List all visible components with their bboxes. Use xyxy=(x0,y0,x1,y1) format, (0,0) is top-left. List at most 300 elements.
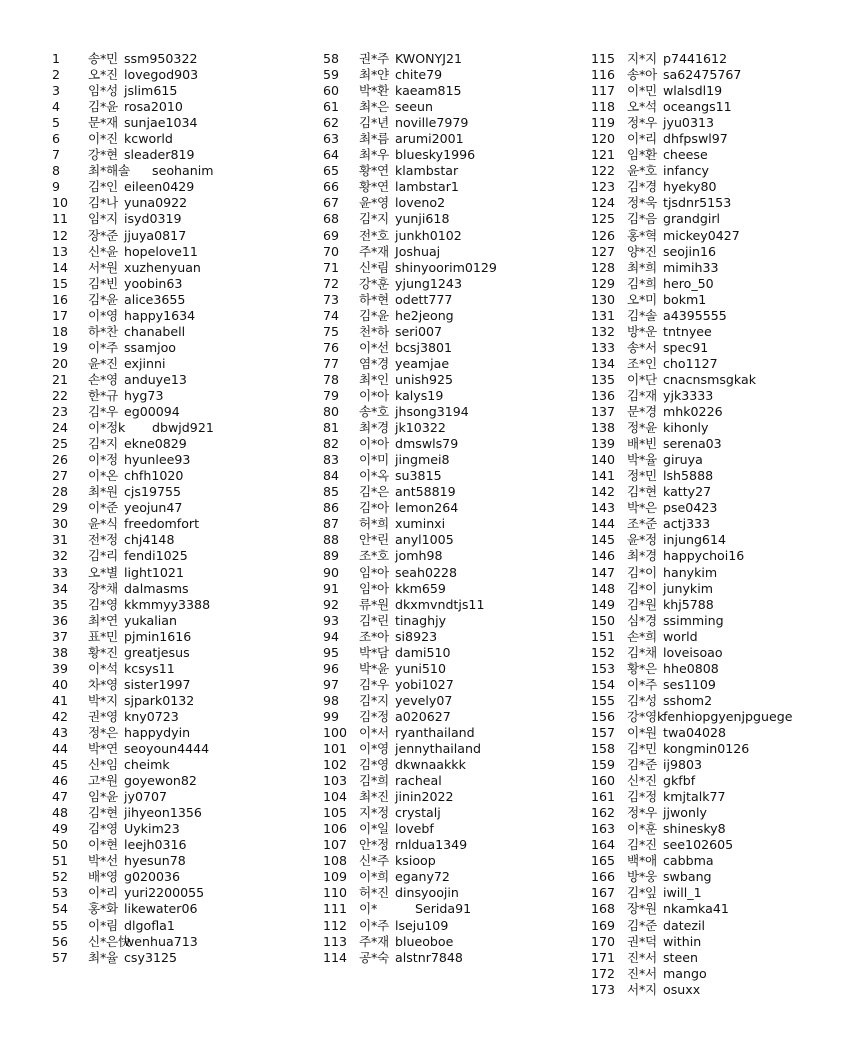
entry-name: 이*주 xyxy=(88,339,119,355)
entry-name: 방*웅 xyxy=(627,869,658,885)
entry-number: 127 xyxy=(591,243,616,259)
list-item xyxy=(591,629,792,645)
entry-id: happychoi16 xyxy=(663,548,745,564)
entry-id: alice3655 xyxy=(124,291,186,307)
entry-id: egany72 xyxy=(395,869,450,885)
entry-number: 121 xyxy=(591,147,616,163)
entry-id: junkh0102 xyxy=(395,227,462,243)
list-item xyxy=(52,51,214,67)
entry-number: 4 xyxy=(52,99,61,115)
entry-number: 141 xyxy=(591,468,616,484)
entry-name: 박*율 xyxy=(627,452,658,468)
entry-id: anduye13 xyxy=(124,371,187,387)
entry-number: 97 xyxy=(323,676,340,692)
entry-number: 20 xyxy=(52,355,69,371)
entry-name: 김*지 xyxy=(88,436,119,452)
entry-number: 78 xyxy=(323,371,340,387)
list-item xyxy=(591,195,792,211)
list-item xyxy=(323,869,497,885)
entry-id: seoyoun4444 xyxy=(124,741,210,757)
entry-name: 이*영 xyxy=(88,307,119,323)
entry-name: 표*민 xyxy=(88,628,119,644)
list-item xyxy=(591,276,792,292)
entry-name: 정*은 xyxy=(88,724,119,740)
entry-name: 김*아 xyxy=(359,500,390,516)
entry-number: 144 xyxy=(591,516,616,532)
list-item xyxy=(323,693,497,709)
entry-id: infancy xyxy=(663,163,709,179)
entry-number: 61 xyxy=(323,99,340,115)
list-item xyxy=(591,324,792,340)
list-item xyxy=(52,468,214,484)
entry-id: dmswls79 xyxy=(395,436,459,452)
entry-id: mhk0226 xyxy=(663,404,723,420)
list-item xyxy=(323,901,497,917)
entry-name: 이*주 xyxy=(359,917,390,933)
entry-id: khj5788 xyxy=(663,596,714,612)
entry-name: 정*윤 xyxy=(627,420,658,436)
entry-name: 김*우 xyxy=(88,404,119,420)
list-item xyxy=(52,388,214,404)
list-item xyxy=(323,292,497,308)
entry-number: 128 xyxy=(591,259,616,275)
list-item xyxy=(52,500,214,516)
list-item xyxy=(323,934,497,950)
entry-id: twa04028 xyxy=(663,724,727,740)
entry-number: 119 xyxy=(591,115,616,131)
entry-number: 83 xyxy=(323,452,340,468)
entry-name: 문*재 xyxy=(88,115,119,131)
entry-number: 104 xyxy=(323,789,348,805)
entry-name: 이*림 xyxy=(88,917,119,933)
entry-id: goyewon82 xyxy=(124,773,197,789)
entry-id: swbang xyxy=(663,869,712,885)
entry-name: 김*은 xyxy=(359,484,390,500)
entry-id: wenhua713 xyxy=(124,933,198,949)
entry-number: 113 xyxy=(323,933,348,949)
entry-number: 91 xyxy=(323,580,340,596)
entry-name: 권*주 xyxy=(359,51,390,66)
entry-name: 이*현 xyxy=(88,837,119,853)
entry-number: 49 xyxy=(52,821,69,837)
entry-name: 손*영 xyxy=(88,371,119,387)
entry-id: kmjtalk77 xyxy=(663,789,726,805)
entry-name: 이*원 xyxy=(627,724,658,740)
entry-number: 125 xyxy=(591,211,616,227)
entry-number: 142 xyxy=(591,484,616,500)
entry-id: sleader819 xyxy=(124,147,195,163)
entry-id: isyd0319 xyxy=(124,211,182,227)
entry-name: 전*정 xyxy=(88,532,119,548)
entry-number: 34 xyxy=(52,580,69,596)
entry-id: serena03 xyxy=(663,436,722,452)
entry-number: 103 xyxy=(323,773,348,789)
list-item xyxy=(323,581,497,597)
entry-id: si8923 xyxy=(395,628,438,644)
entry-name: 허*진 xyxy=(359,885,390,901)
list-item xyxy=(323,950,497,966)
entry-name: 윤*식 xyxy=(88,516,119,532)
list-item xyxy=(323,260,497,276)
entry-id: yobi1027 xyxy=(395,676,454,692)
entry-number: 129 xyxy=(591,275,616,291)
entry-id: katty27 xyxy=(663,484,712,500)
entry-number: 18 xyxy=(52,323,69,339)
entry-number: 42 xyxy=(52,708,69,724)
entry-number: 1 xyxy=(52,51,61,66)
list-item xyxy=(323,548,497,564)
list-item xyxy=(52,99,214,115)
entry-number: 77 xyxy=(323,355,340,371)
entry-number: 156 xyxy=(591,708,616,724)
entry-id: dkwnaakkk xyxy=(395,757,466,773)
list-item xyxy=(52,853,214,869)
entry-name: 정*욱 xyxy=(627,195,658,211)
entry-name: 임*아 xyxy=(359,580,390,596)
list-item xyxy=(52,211,214,227)
list-item xyxy=(323,228,497,244)
entry-id: jhsong3194 xyxy=(395,404,469,420)
entry-number: 40 xyxy=(52,676,69,692)
entry-name: 이*훈 xyxy=(627,821,658,837)
entry-number: 38 xyxy=(52,644,69,660)
list-item xyxy=(323,516,497,532)
entry-name: 신*림 xyxy=(359,259,390,275)
list-item xyxy=(52,805,214,821)
list-item xyxy=(323,532,497,548)
entry-number: 136 xyxy=(591,387,616,403)
entry-name: 김*재 xyxy=(627,387,658,403)
entry-name: 이* xyxy=(359,901,378,917)
entry-number: 87 xyxy=(323,516,340,532)
list-item xyxy=(52,901,214,917)
list-item xyxy=(591,805,792,821)
entry-name: 이*진 xyxy=(88,131,119,147)
entry-id: lemon264 xyxy=(395,500,459,516)
list-item xyxy=(52,725,214,741)
entry-number: 32 xyxy=(52,548,69,564)
entry-name: 차*영 xyxy=(88,676,119,692)
entry-id: likewater06 xyxy=(124,901,198,917)
entry-id: eileen0429 xyxy=(124,179,195,195)
entry-number: 107 xyxy=(323,837,348,853)
entry-name: 김*년 xyxy=(359,115,390,131)
entry-number: 160 xyxy=(591,773,616,789)
entry-number: 148 xyxy=(591,580,616,596)
list-item xyxy=(52,869,214,885)
entry-number: 152 xyxy=(591,644,616,660)
entry-id: Uykim23 xyxy=(124,821,180,837)
list-item xyxy=(591,292,792,308)
entry-id: kny0723 xyxy=(124,708,179,724)
entry-name: 방*운 xyxy=(627,323,658,339)
entry-name: 최*율 xyxy=(88,949,119,965)
entry-id: kcsys11 xyxy=(124,660,175,676)
list-item xyxy=(591,404,792,420)
entry-id: shinesky8 xyxy=(663,821,726,837)
entry-id: chite79 xyxy=(395,67,443,83)
entry-number: 43 xyxy=(52,724,69,740)
entry-name: 백*애 xyxy=(627,853,658,869)
entry-number: 170 xyxy=(591,933,616,949)
list-item xyxy=(52,484,214,500)
entry-number: 99 xyxy=(323,708,340,724)
list-item xyxy=(323,244,497,260)
entry-id: hyesun78 xyxy=(124,853,186,869)
entry-number: 14 xyxy=(52,259,69,275)
entry-number: 6 xyxy=(52,131,61,147)
entry-name: 지*지 xyxy=(627,51,658,66)
entry-id: dlgofla1 xyxy=(124,917,175,933)
entry-number: 137 xyxy=(591,404,616,420)
entry-number: 60 xyxy=(323,83,340,99)
entry-id: yunji618 xyxy=(395,211,450,227)
entry-id: jjwonly xyxy=(663,805,707,821)
entry-number: 9 xyxy=(52,179,61,195)
entry-number: 79 xyxy=(323,387,340,403)
entry-id: sunjae1034 xyxy=(124,115,198,131)
entry-name: 고*원 xyxy=(88,773,119,789)
entry-id: pjmin1616 xyxy=(124,628,192,644)
entry-name: 하*현 xyxy=(359,291,390,307)
entry-id: pse0423 xyxy=(663,500,718,516)
entry-id: seah0228 xyxy=(395,564,458,580)
entry-id: chfh1020 xyxy=(124,468,184,484)
entry-number: 90 xyxy=(323,564,340,580)
list-item xyxy=(52,372,214,388)
entry-id: yuna0922 xyxy=(124,195,188,211)
list-item xyxy=(323,837,497,853)
entry-name: 최*원 xyxy=(88,484,119,500)
list-item xyxy=(591,356,792,372)
list-item xyxy=(323,147,497,163)
entry-number: 134 xyxy=(591,355,616,371)
entry-number: 165 xyxy=(591,853,616,869)
entry-number: 111 xyxy=(323,901,348,917)
list-item xyxy=(323,179,497,195)
list-item xyxy=(591,452,792,468)
entry-name: 신*진 xyxy=(627,773,658,789)
entry-id: bluesky1996 xyxy=(395,147,476,163)
entry-id: bcsj3801 xyxy=(395,339,453,355)
entry-id: crystalj xyxy=(395,805,441,821)
entry-name: 이*일 xyxy=(359,821,390,837)
entry-name: 김*희 xyxy=(627,275,658,291)
list-item xyxy=(52,757,214,773)
list-item xyxy=(591,163,792,179)
entry-number: 12 xyxy=(52,227,69,243)
list-item xyxy=(52,163,214,179)
entry-name: 강*훈 xyxy=(359,275,390,291)
list-item xyxy=(591,244,792,260)
entry-id: hopelove11 xyxy=(124,243,198,259)
entry-name: 조*아 xyxy=(359,628,390,644)
list-item xyxy=(52,147,214,163)
list-column-2 xyxy=(323,51,497,966)
entry-number: 110 xyxy=(323,885,348,901)
entry-id: mango xyxy=(663,965,707,981)
entry-name: 정*우 xyxy=(627,805,658,821)
entry-id: jy0707 xyxy=(124,789,168,805)
entry-number: 94 xyxy=(323,628,340,644)
list-item xyxy=(323,436,497,452)
entry-id: seojin16 xyxy=(663,243,717,259)
entry-number: 98 xyxy=(323,692,340,708)
entry-id: hyg73 xyxy=(124,387,164,403)
list-item xyxy=(323,83,497,99)
entry-name: 서*지 xyxy=(627,981,658,997)
entry-id: fenhiopgyenjpguege xyxy=(663,708,793,724)
entry-id: kihonly xyxy=(663,420,709,436)
entry-name: 윤*정 xyxy=(627,532,658,548)
entry-number: 70 xyxy=(323,243,340,259)
list-item xyxy=(591,548,792,564)
entry-name: 전*호 xyxy=(359,227,390,243)
entry-name: 천*하 xyxy=(359,323,390,339)
entry-name: 오*석 xyxy=(627,99,658,115)
entry-name: 서*원 xyxy=(88,259,119,275)
entry-id: yukalian xyxy=(124,612,177,628)
entry-id: spec91 xyxy=(663,339,709,355)
list-item xyxy=(52,195,214,211)
entry-number: 132 xyxy=(591,323,616,339)
entry-id: sjpark0132 xyxy=(124,692,195,708)
entry-name: 이*석 xyxy=(88,660,119,676)
entry-id: jennythailand xyxy=(395,741,481,757)
entry-number: 35 xyxy=(52,596,69,612)
entry-name: 최*은 xyxy=(359,99,390,115)
entry-name: 김*영 xyxy=(359,757,390,773)
entry-id: yjung1243 xyxy=(395,275,462,291)
entry-id: cheese xyxy=(663,147,708,163)
entry-name: 이*리 xyxy=(627,131,658,147)
list-item xyxy=(323,789,497,805)
entry-name: 김*윤 xyxy=(359,307,390,323)
entry-number: 102 xyxy=(323,757,348,773)
entry-name: 박*지 xyxy=(88,692,119,708)
entry-name: 김*성 xyxy=(627,692,658,708)
entry-name: 김*채 xyxy=(627,644,658,660)
entry-name: 김*현 xyxy=(627,484,658,500)
list-item xyxy=(323,629,497,645)
entry-number: 164 xyxy=(591,837,616,853)
list-item xyxy=(52,950,214,966)
entry-id: ant58819 xyxy=(395,484,456,500)
entry-name: 진*서 xyxy=(627,965,658,981)
list-item xyxy=(52,709,214,725)
entry-number: 64 xyxy=(323,147,340,163)
entry-number: 30 xyxy=(52,516,69,532)
entry-id: ssamjoo xyxy=(124,339,177,355)
entry-name: 정*우 xyxy=(627,115,658,131)
entry-id: lsh5888 xyxy=(663,468,714,484)
entry-id: oceangs11 xyxy=(663,99,732,115)
entry-name: 하*찬 xyxy=(88,323,119,339)
entry-number: 89 xyxy=(323,548,340,564)
entry-id: xuminxi xyxy=(395,516,446,532)
entry-id: iwill_1 xyxy=(663,885,702,901)
entry-name: 이*아 xyxy=(359,436,390,452)
entry-name: 박*윤 xyxy=(359,660,390,676)
entry-number: 71 xyxy=(323,259,340,275)
entry-id: exjinni xyxy=(124,355,166,371)
entry-id: hyeky80 xyxy=(663,179,717,195)
entry-number: 13 xyxy=(52,243,69,259)
list-item xyxy=(591,340,792,356)
entry-id: chanabell xyxy=(124,323,186,339)
list-item xyxy=(591,869,792,885)
list-item xyxy=(52,131,214,147)
list-item xyxy=(591,677,792,693)
list-item xyxy=(323,661,497,677)
entry-number: 19 xyxy=(52,339,69,355)
entry-name: 황*연 xyxy=(359,163,390,179)
entry-number: 93 xyxy=(323,612,340,628)
entry-id: noville7979 xyxy=(395,115,469,131)
entry-id: KWONYJ21 xyxy=(395,51,463,66)
list-item xyxy=(591,372,792,388)
entry-name: 장*채 xyxy=(88,580,119,596)
entry-id: fendi1025 xyxy=(124,548,188,564)
entry-id: steen xyxy=(663,949,698,965)
entry-name: 최*름 xyxy=(359,131,390,147)
entry-name: 김*인 xyxy=(88,179,119,195)
entry-name: 박*담 xyxy=(359,644,390,660)
entry-id: sa62475767 xyxy=(663,67,742,83)
entry-name: 박*연 xyxy=(88,741,119,757)
entry-id: rnldua1349 xyxy=(395,837,468,853)
entry-name: 최*경 xyxy=(359,420,390,436)
entry-id: kcworld xyxy=(124,131,173,147)
entry-name: 김*진 xyxy=(627,837,658,853)
entry-id: greatjesus xyxy=(124,644,190,660)
entry-number: 131 xyxy=(591,307,616,323)
list-item xyxy=(591,51,792,67)
entry-number: 167 xyxy=(591,885,616,901)
entry-name: 이*민 xyxy=(627,83,658,99)
entry-number: 36 xyxy=(52,612,69,628)
entry-id: yjk3333 xyxy=(663,387,714,403)
entry-name: 김*정 xyxy=(627,789,658,805)
list-item xyxy=(52,436,214,452)
entry-id: happy1634 xyxy=(124,307,196,323)
entry-name: 김*윤 xyxy=(88,99,119,115)
list-item xyxy=(52,532,214,548)
list-item xyxy=(52,244,214,260)
entry-id: jk10322 xyxy=(395,420,446,436)
entry-name: 오*별 xyxy=(88,564,119,580)
entry-name: 오*진 xyxy=(88,67,119,83)
list-item xyxy=(52,292,214,308)
entry-id: loveno2 xyxy=(395,195,446,211)
entry-number: 52 xyxy=(52,869,69,885)
list-item xyxy=(323,356,497,372)
entry-name: 안*린 xyxy=(359,532,390,548)
entry-id: jihyeon1356 xyxy=(124,805,202,821)
entry-number: 73 xyxy=(323,291,340,307)
entry-number: 47 xyxy=(52,789,69,805)
entry-id: kkmmyy3388 xyxy=(124,596,211,612)
list-item xyxy=(591,420,792,436)
entry-id: ksioop xyxy=(395,853,436,869)
entry-id: csy3125 xyxy=(124,949,177,965)
entry-name: 윤*진 xyxy=(88,355,119,371)
entry-name: 최*희 xyxy=(627,259,658,275)
entry-name: 김*빈 xyxy=(88,275,119,291)
entry-id: jyu0313 xyxy=(663,115,714,131)
list-item xyxy=(323,725,497,741)
entry-number: 135 xyxy=(591,371,616,387)
